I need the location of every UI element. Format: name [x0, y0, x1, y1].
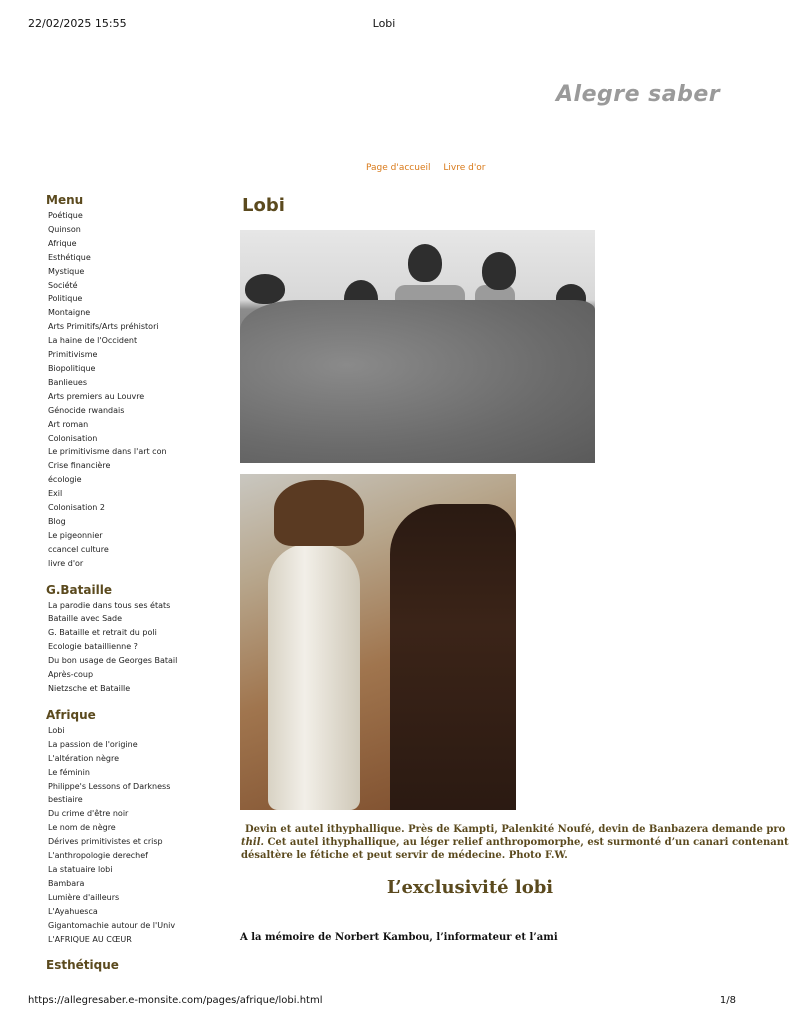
print-page-number: 1/8	[719, 995, 736, 1006]
caption-line: Devin et autel ithyphallique. Près de Kampti, Palenkité Noufé, devin de Banbazera demande pro	[245, 824, 786, 835]
sidebar-menu-item[interactable]: ccancel culture	[48, 544, 109, 554]
sidebar-heading-bataille: G.Bataille	[46, 582, 112, 597]
sidebar-menu-item[interactable]: Montaigne	[48, 308, 91, 318]
sidebar-menu-item[interactable]: Blog	[48, 516, 66, 526]
sidebar-bataille-item[interactable]: Bataille avec Sade	[48, 614, 123, 624]
sidebar-menu-item[interactable]: Exil	[48, 489, 63, 499]
sidebar-bataille-item[interactable]: Du bon usage de Georges Batail	[48, 656, 178, 666]
sidebar-bataille-item[interactable]: Nietzsche et Bataille	[48, 684, 131, 693]
sidebar-bataille-item[interactable]: Après-coup	[48, 670, 94, 680]
sidebar-menu-item[interactable]: Crise financière	[48, 461, 111, 471]
sidebar-menu-item[interactable]: Afrique	[48, 238, 77, 248]
sidebar-heading-menu: Menu	[46, 193, 84, 207]
dedication: A la mémoire de Norbert Kambou, l’informateur et l’ami	[240, 932, 558, 943]
sidebar-afrique-item[interactable]: Gigantomachie autour de l'Univ	[48, 920, 176, 930]
sidebar-bataille-item[interactable]: Ecologie bataillienne ?	[48, 642, 138, 652]
sidebar-menu-item[interactable]: Le primitivisme dans l'art con	[48, 447, 167, 457]
sidebar-heading-afrique: Afrique	[46, 707, 96, 722]
sidebar-menu-item[interactable]: Banlieues	[48, 377, 87, 387]
sidebar-menu-item[interactable]: Art roman	[48, 419, 89, 429]
sidebar-afrique-item[interactable]: Le féminin	[48, 767, 90, 777]
sidebar-menu-item[interactable]: Esthétique	[48, 252, 91, 262]
photo-ithyphallic-altar	[240, 474, 516, 810]
sidebar-afrique-item[interactable]: La statuaire lobi	[48, 864, 113, 874]
sidebar-menu-item[interactable]: Arts premiers au Louvre	[48, 391, 145, 401]
sidebar	[46, 193, 178, 974]
sidebar-menu-item[interactable]: Mystique	[48, 266, 85, 276]
sidebar-heading-esthetique: Esthétique	[46, 958, 119, 973]
caption-line	[241, 836, 789, 849]
sidebar-afrique-item[interactable]: L'anthropologie derechef	[48, 851, 148, 861]
sidebar-afrique-item[interactable]: Du crime d'être noir	[48, 809, 129, 819]
photo-caption	[241, 823, 789, 862]
sidebar-afrique-item[interactable]: Philippe's Lessons of Darkness	[48, 781, 171, 791]
sidebar-menu-item[interactable]: Société	[48, 280, 78, 290]
section-title: L’exclusivité lobi	[386, 877, 554, 898]
sidebar-menu-item[interactable]: La haine de l'Occident	[48, 336, 138, 346]
sidebar-afrique-item[interactable]: La passion de l'origine	[48, 739, 138, 749]
sidebar-menu-item[interactable]: Colonisation 2	[48, 503, 105, 513]
top-nav	[366, 163, 496, 173]
sidebar-menu-list	[48, 209, 171, 571]
caption-text: Cet autel ithyphallique, au léger relief anthropomorphe, est surmonté d’un canari contenant	[263, 837, 789, 848]
photo-children-behind-wall	[240, 230, 595, 463]
sidebar-afrique-item[interactable]: L'altération nègre	[48, 753, 120, 763]
sidebar-menu-item[interactable]: Le pigeonnier	[48, 530, 103, 540]
sidebar-bataille-item[interactable]: G. Bataille et retrait du poli	[48, 628, 157, 638]
sidebar-menu-item[interactable]: Biopolitique	[48, 363, 96, 373]
sidebar-menu-item[interactable]: Colonisation	[48, 433, 98, 443]
nav-home-link[interactable]: Page d'accueil	[366, 163, 431, 173]
caption-line: désaltère le fétiche et peut servir de médecine. Photo F.W.	[241, 850, 568, 861]
print-date: 22/02/2025 15:55	[28, 17, 127, 30]
sidebar-afrique-item[interactable]: Lobi	[48, 725, 65, 735]
sidebar-menu-item[interactable]: Poétique	[48, 211, 83, 220]
sidebar-menu-item[interactable]: Arts Primitifs/Arts préhistori	[48, 322, 159, 332]
print-page-title: Lobi	[372, 17, 396, 30]
sidebar-afrique-item[interactable]: Le nom de nègre	[48, 823, 116, 833]
sidebar-bataille-list	[48, 599, 178, 696]
sidebar-bataille-item[interactable]: La parodie dans tous ses états	[48, 600, 171, 610]
page-title: Lobi	[242, 195, 285, 216]
sidebar-menu-item[interactable]: livre d'or	[48, 558, 84, 568]
sidebar-afrique-item[interactable]: Dérives primitivistes et crisp	[48, 837, 163, 847]
sidebar-menu-item[interactable]: Primitivisme	[48, 350, 98, 360]
sidebar-menu-item[interactable]: Politique	[48, 294, 83, 304]
sidebar-afrique-item[interactable]: L'Ayahuesca	[48, 906, 98, 916]
site-title[interactable]: Alegre saber	[556, 82, 721, 107]
caption-emphasis: thil.	[241, 837, 264, 848]
sidebar-afrique-item[interactable]: Bambara	[48, 878, 85, 888]
sidebar-afrique-item[interactable]: bestiaire	[48, 795, 83, 805]
sidebar-menu-item[interactable]: Quinson	[48, 224, 81, 234]
print-url: https://allegresaber.e-monsite.com/pages/afrique/lobi.html	[28, 995, 323, 1006]
sidebar-menu-item[interactable]: Génocide rwandais	[48, 405, 125, 415]
sidebar-menu-item[interactable]: écologie	[48, 475, 82, 485]
sidebar-afrique-item[interactable]: L'AFRIQUE AU CŒUR	[48, 934, 132, 944]
sidebar-afrique-list	[48, 724, 176, 947]
sidebar-afrique-item[interactable]: Lumière d'ailleurs	[48, 892, 120, 902]
nav-guestbook-link[interactable]: Livre d'or	[443, 163, 486, 173]
